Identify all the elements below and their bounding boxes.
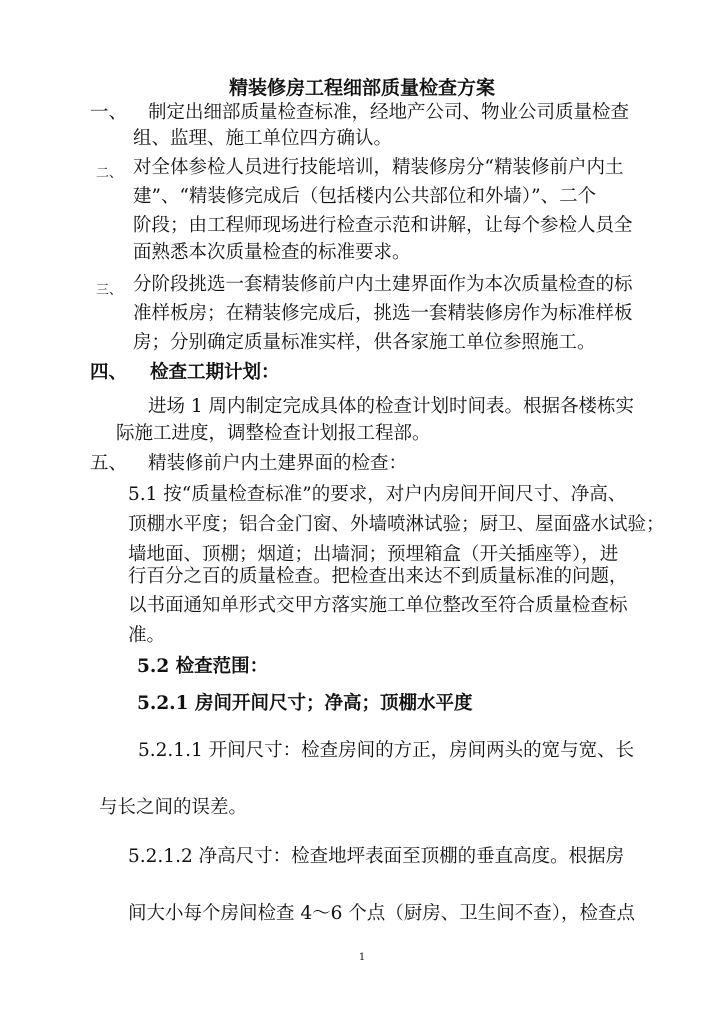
section-3-line: 分阶段挑选一套精装修前户内土建界面作为本次质量检查的标 xyxy=(133,274,633,295)
paragraph-5-1-line: 顶棚水平度；铝合金门窗、外墙喷淋试验；厨卫、屋面盛水试验； xyxy=(128,514,665,535)
section-2-line: 对全体参检人员进行技能培训，精装修房分“精装修前户内土 xyxy=(133,157,624,178)
paragraph-5-2-1-1-line: 5.2.1.1 开间尺寸：检查房间的方正，房间两头的宽与宽、长 xyxy=(138,740,635,761)
paragraph-5-1-line: 准。 xyxy=(128,625,166,646)
paragraph-5-1-line: 墙地面、顶棚；烟道；出墙洞；预埋箱盒（开关插座等），进 xyxy=(128,544,619,565)
section-4-heading: 检查工期计划： xyxy=(150,362,280,383)
paragraph-5-1-line: 以书面通知单形式交甲方落实施工单位整改至符合质量检查标 xyxy=(128,595,628,616)
section-1-line: 组、监理、施工单位四方确认。 xyxy=(133,128,393,149)
section-4-line: 际施工进度，调整检查计划报工程部。 xyxy=(116,423,431,444)
paragraph-5-2-1-1-line: 与长之间的误差。 xyxy=(99,797,248,818)
paragraph-5-2-1-2-line: 5.2.1.2 净高尺寸：检查地坪表面至顶棚的垂直高度。根据房 xyxy=(128,846,625,867)
page-number: 1 xyxy=(358,952,366,963)
heading-5-2: 5.2 检查范围： xyxy=(137,656,269,677)
section-3-line: 准样板房；在精装修完成后，挑选一套精装修房作为标准样板 xyxy=(133,303,633,324)
paragraph-5-2-1-2-line: 间大小每个房间检查 4～6 个点（厨房、卫生间不查），检查点 xyxy=(128,903,636,924)
page-title: 精装修房工程细部质量检查方案 xyxy=(228,77,495,99)
paragraph-5-1-line: 行百分之百的质量检查。把检查出来达不到质量标准的问题， xyxy=(128,566,628,587)
section-2-line: 阶段；由工程师现场进行检查示范和讲解，让每个参检人员全 xyxy=(133,215,633,236)
section-1-line: 制定出细部质量检查标准，经地产公司、物业公司质量检查 xyxy=(148,102,630,123)
section-2-number: 二、 xyxy=(96,166,123,181)
section-2-line: 面熟悉本次质量检查的标准要求。 xyxy=(133,242,411,263)
section-5-heading: 精装修前户内土建界面的检查： xyxy=(148,453,408,474)
paragraph-5-1-line: 5.1 按“质量检查标准”的要求，对户内房间开间尺寸、净高、 xyxy=(128,484,627,505)
heading-5-2-1: 5.2.1 房间开间尺寸；净高；顶棚水平度 xyxy=(137,693,473,714)
section-1-number: 一、 xyxy=(90,102,128,123)
section-2-line: 建”、“精装修完成后（包括楼内公共部位和外墙）”、二个 xyxy=(133,186,597,207)
section-4-number: 四、 xyxy=(90,362,128,383)
section-3-line: 房；分别确定质量标准实样，供各家施工单位参照施工。 xyxy=(133,332,596,353)
section-4-line: 进场 1 周内制定完成具体的检查计划时间表。根据各楼栋实 xyxy=(148,396,635,417)
section-5-number: 五、 xyxy=(90,453,128,474)
section-3-number: 三、 xyxy=(96,283,123,298)
